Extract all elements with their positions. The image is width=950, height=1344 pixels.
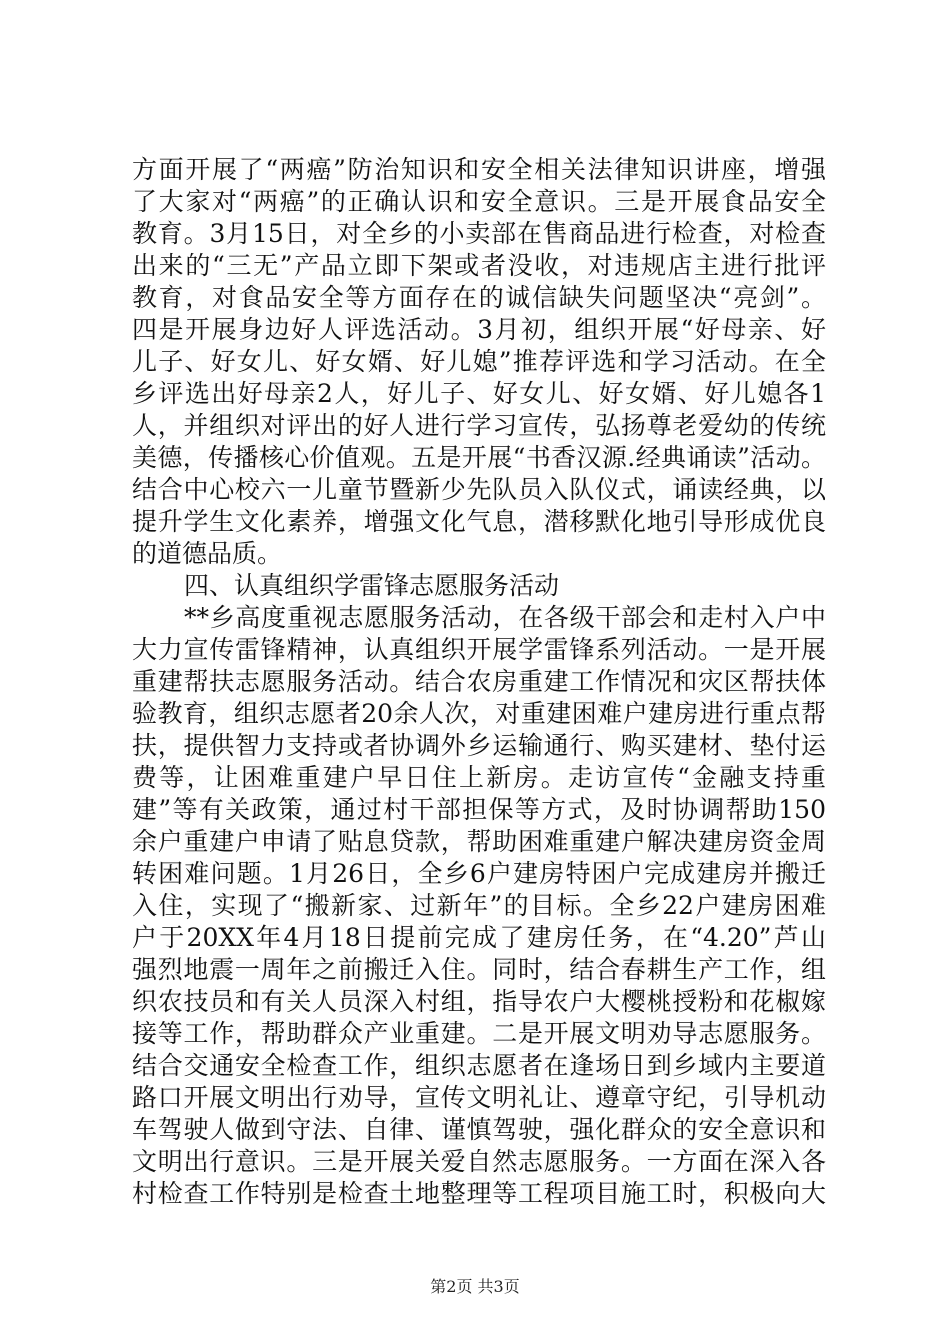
text-line: 儿子、好女儿、好女婿、好儿媳”推荐评选和学习活动。在全 <box>132 347 826 376</box>
text-line: 教育。3月15日，对全乡的小卖部在售商品进行检查，对检查 <box>132 219 826 248</box>
text-line: 验教育，组织志愿者20余人次，对重建困难户建房进行重点帮 <box>132 699 826 728</box>
text-line: 转困难问题。1月26日，全乡6户建房特困户完成建房并搬迁 <box>132 859 826 888</box>
text-line: 了大家对“两癌”的正确认识和安全意识。三是开展食品安全 <box>132 187 826 216</box>
text-line: 结合中心校六一儿童节暨新少先队员入队仪式，诵读经典，以 <box>132 475 826 504</box>
text-line: 结合交通安全检查工作，组织志愿者在逢场日到乡域内主要道 <box>132 1051 826 1080</box>
text-line: **乡高度重视志愿服务活动，在各级干部会和走村入户中 <box>184 603 826 632</box>
section-heading: 四、认真组织学雷锋志愿服务活动 <box>184 571 560 600</box>
text-line: 教育，对食品安全等方面存在的诚信缺失问题坚决“亮剑”。 <box>132 283 826 312</box>
text-line: 文明出行意识。三是开展关爱自然志愿服务。一方面在深入各 <box>132 1147 826 1176</box>
text-line: 出来的“三无”产品立即下架或者没收，对违规店主进行批评 <box>132 251 826 280</box>
text-line: 重建帮扶志愿服务活动。结合农房重建工作情况和灾区帮扶体 <box>132 667 826 696</box>
text-line: 人，并组织对评出的好人进行学习宣传，弘扬尊老爱幼的传统 <box>132 411 826 440</box>
text-line: 费等，让困难重建户早日住上新房。走访宣传“金融支持重 <box>132 763 826 792</box>
text-line: 扶，提供智力支持或者协调外乡运输通行、购买建材、垫付运 <box>132 731 826 760</box>
text-line: 四是开展身边好人评选活动。3月初，组织开展“好母亲、好 <box>132 315 826 344</box>
text-line: 方面开展了“两癌”防治知识和安全相关法律知识讲座，增强 <box>132 155 826 184</box>
text-line: 接等工作，帮助群众产业重建。二是开展文明劝导志愿服务。 <box>132 1019 826 1048</box>
text-line: 织农技员和有关人员深入村组，指导农户大樱桃授粉和花椒嫁 <box>132 987 826 1016</box>
text-line: 村检查工作特别是检查土地整理等工程项目施工时，积极向大 <box>132 1179 826 1208</box>
document-body <box>132 154 826 1210</box>
text-line: 建”等有关政策，通过村干部担保等方式，及时协调帮助150 <box>132 795 826 824</box>
text-line: 入住，实现了“搬新家、过新年”的目标。全乡22户建房困难 <box>132 891 826 920</box>
text-line: 美德，传播核心价值观。五是开展“书香汉源.经典诵读”活动。 <box>132 443 826 472</box>
text-line: 提升学生文化素养，增强文化气息，潜移默化地引导形成优良 <box>132 507 826 536</box>
text-line: 户于20XX年4月18日提前完成了建房任务，在“4.20”芦山 <box>132 923 826 952</box>
page-number: 第2页 共3页 <box>430 1277 520 1296</box>
text-line: 余户重建户申请了贴息贷款，帮助困难重建户解决建房资金周 <box>132 827 826 856</box>
text-line: 的道德品质。 <box>132 539 283 568</box>
text-line: 车驾驶人做到守法、自律、谨慎驾驶，强化群众的安全意识和 <box>132 1115 826 1144</box>
text-line: 大力宣传雷锋精神，认真组织开展学雷锋系列活动。一是开展 <box>132 635 826 664</box>
text-line: 强烈地震一周年之前搬迁入住。同时，结合春耕生产工作，组 <box>132 955 826 984</box>
text-line: 路口开展文明出行劝导，宣传文明礼让、遵章守纪，引导机动 <box>132 1083 826 1112</box>
text-line: 乡评选出好母亲2人，好儿子、好女儿、好女婿、好儿媳各1 <box>132 379 826 408</box>
